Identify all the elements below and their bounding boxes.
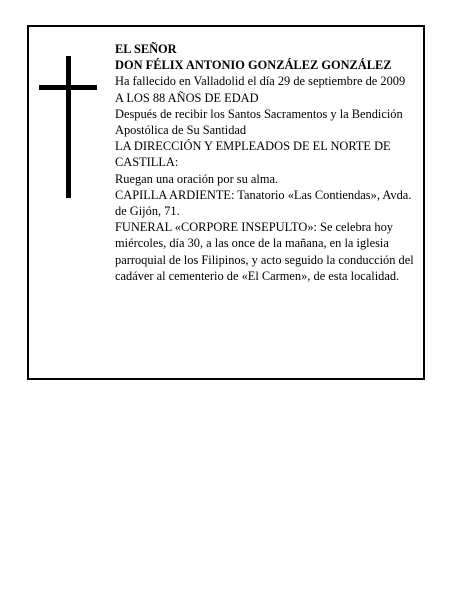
funeral-line: FUNERAL «CORPORE INSEPULTO»: Se celebra hoy miércoles, día 30, a las once de la mañana, en la iglesia parroquial de los Filipinos, y acto seguido la conducción del cadáver al cementerio de «El Carmen», de esta localidad. [115,220,414,283]
obituary-notice [27,25,425,380]
notice-text [115,41,421,284]
notice-title: EL SEÑOR [115,42,177,56]
cross-icon [39,56,97,198]
cross-vertical-bar [66,56,71,198]
sacraments-line: Después de recibir los Santos Sacramentos y la Bendición Apostólica de Su Santidad [115,106,403,138]
deceased-name: DON FÉLIX ANTONIO GONZÁLEZ GONZÁLEZ [115,58,392,73]
cross-horizontal-bar [39,85,97,90]
age-line: A LOS 88 AÑOS DE EDAD [115,90,259,105]
chapel-line: CAPILLA ARDIENTE: Tanatorio «Las Contiendas», Avda. de Gijón, 71. [115,187,412,219]
mourners-line: LA DIRECCIÓN Y EMPLEADOS DE EL NORTE DE CASTILLA: [115,139,391,170]
prayer-request: Ruegan una oración por su alma. [115,171,279,186]
death-notice: Ha fallecido en Valladolid el día 29 de septiembre de 2009 [115,74,406,89]
